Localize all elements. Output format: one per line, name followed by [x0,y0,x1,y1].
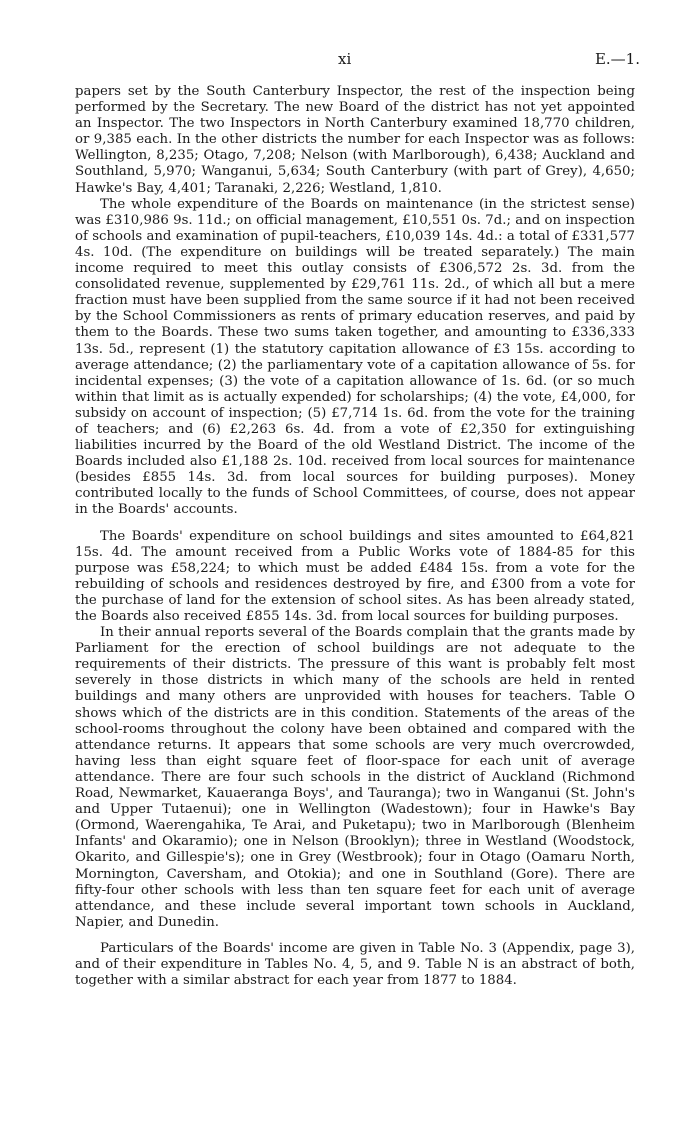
paragraph-income-particulars: Particulars of the Boards' income are given in Table No. 3 (Appendix, page 3), and of their expenditure in Tables No. 4, 5, and 9. Table N is an abstract of both, together with a similar abstract for each year from 1877 to 1884. [75,940,635,989]
paragraph-expenditure-maintenance: The whole expenditure of the Boards on maintenance (in the strictest sense) was £310,986 9s. 11d.; on official management, £10,551 0s. 7d.; and on inspection of schools and examination of pupil-teachers, £10,039 14s. 4d.: a total of £331,577 4s. 10d. (The expenditure on buildings will be treated separately.) The main income required to meet this outlay consists of £306,572 2s. 3d. from the consolidated revenue, supplemented by £29,761 11s. 2d., of which all but a mere fraction must have been supplied from the same source if it had not been received by the School Commissioners as rents of primary education reserves, and paid by them to the Boards. These two sums taken together, and amounting to £336,333 13s. 5d., represent (1) the statutory capitation allowance of £3 15s. according to average attendance; (2) the parliamentary vote of a capitation allowance of 5s. for incidental expenses; (3) the vote of a capitation allowance of 1s. 6d. (or so much within that limit as is actually expended) for scholarships; (4) the vote, £4,000, for subsidy on account of inspection; (5) £7,714 1s. 6d. from the vote for the training of teachers; and (6) £2,263 6s. 4d. from a vote of £2,350 for extinguishing liabilities incurred by the Board of the old Westland District. The income of the Boards included also £1,188 2s. 10d. received from local sources for maintenance (besides £855 14s. 3d. from local sources for building purposes). Money contributed locally to the funds of School Committees, of course, does not appear in the Boards' accounts. [75,196,635,518]
page-header [0,50,700,70]
paragraph-inspectors: papers set by the South Canterbury Inspector, the rest of the inspection being performed by the Secretary. The new Board of the district has not yet appointed an Inspector. The two Inspectors in North Canterbury examined 18,770 children, or 9,385 each. In the other districts the number for each Inspector was as follows: Wellington, 8,235; Otago, 7,208; Nelson (with Marlborough), 6,438; Auckland and Southland, 5,970; Wanganui, 5,634; South Canterbury (with part of Grey), 4,650; Hawke's Bay, 4,401; Taranaki, 2,226; Westland, 1,810. [75,84,635,196]
page-number: xi [338,50,352,68]
paragraph-buildings-complaints: In their annual reports several of the Boards complain that the grants made by Parliament for the erection of school buildings are not adequate to the requirements of their districts. The pressure of this want is probably felt most severely in those districts in which many of the schools are held in rented buildings and many others are unprovided with houses for teachers. Table O shows which of the districts are in this condition. Statements of the areas of the school-rooms throughout the colony have been obtained and compared with the attendance returns. It appears that some schools are very much overcrowded, having less than eight square feet of floor-space for each unit of average attendance. There are four such schools in the district of Auckland (Richmond Road, Newmarket, Kauaeranga Boys', and Tauranga); two in Wanganui (St. John's and Upper Tutaenui); one in Wellington (Wadestown); four in Hawke's Bay (Ormond, Waerengahika, Te Arai, and Puketapu); two in Marlborough (Blenheim Infants' and Okaramio); one in Nelson (Brooklyn); three in Westland (Woodstock, Okarito, and Gillespie's); one in Grey (Westbrook); four in Otago (Oamaru North, Mornington, Caversham, and Otokia); and one in Southland (Gore). There are fifty-four other schools with less than ten square feet for each unit of average attendance, and these include several important town schools in Auckland, Napier, and Dunedin. [75,625,635,930]
body-text [75,84,635,989]
document-reference: E.—1. [594,50,640,68]
paragraph-buildings-expenditure: The Boards' expenditure on school buildings and sites amounted to £64,821 15s. 4d. The amount received from a Public Works vote of 1884-85 for this purpose was £58,224; to which must be added £484 15s. from a vote for the rebuilding of schools and residences destroyed by fire, and £300 from a vote for the purchase of land for the extension of school sites. As has been already stated, the Boards also received £855 14s. 3d. from local sources for building purposes. [75,528,635,624]
